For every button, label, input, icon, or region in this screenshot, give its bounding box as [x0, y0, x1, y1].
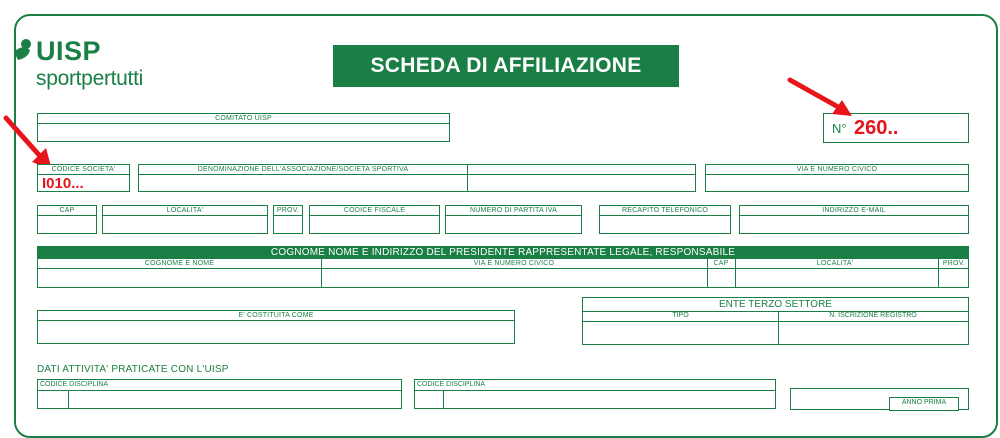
ente-terzo-settore-field[interactable]	[582, 297, 969, 345]
costituita-label: E' COSTITUITA COME	[238, 312, 314, 319]
prov-field[interactable]	[273, 205, 303, 234]
anno-prima-label: ANNO PRIMA	[901, 399, 947, 406]
email-field[interactable]	[739, 205, 969, 234]
codice-fiscale-field[interactable]	[309, 205, 440, 234]
codice-societa-value: I010...	[42, 175, 84, 192]
localita-label: LOCALITA'	[166, 207, 204, 214]
presidente-fields[interactable]	[37, 259, 969, 288]
presidente-cognome-label: COGNOME E NOME	[144, 260, 215, 267]
denominazione-label: DENOMINAZIONE DELL'ASSOCIAZIONE/SOCIETA SPORTIVA	[197, 166, 409, 173]
ente-tipo-label: TIPO	[672, 312, 689, 319]
recapito-label: RECAPITO TELEFONICO	[621, 207, 708, 214]
codice-disciplina-label-1: CODICE DISCIPLINA	[40, 381, 109, 388]
via-label: VIA E NUMERO CIVICO	[796, 166, 878, 173]
attivita-section-label: DATI ATTIVITA' PRATICATE CON L'UISP	[37, 364, 229, 375]
partita-iva-label: NUMERO DI PARTITA IVA	[470, 207, 557, 214]
codice-societa-label: CODICE SOCIETA'	[51, 166, 116, 173]
presidente-via-label: VIA E NUMERO CIVICO	[473, 260, 555, 267]
ente-terzo-header: ENTE TERZO SETTORE	[719, 299, 832, 310]
anno-prima-field[interactable]	[790, 388, 969, 410]
codice-societa-field[interactable]	[37, 164, 130, 192]
codice-fiscale-label: CODICE FISCALE	[343, 207, 406, 214]
partita-iva-field[interactable]	[445, 205, 582, 234]
cap-field[interactable]	[37, 205, 97, 234]
form-title: SCHEDA DI AFFILIAZIONE	[333, 45, 679, 87]
uisp-logo-icon	[8, 34, 38, 64]
costituita-field[interactable]	[37, 310, 515, 344]
comitato-field[interactable]	[37, 113, 450, 142]
denominazione-field[interactable]	[138, 164, 696, 192]
presidente-prov-label: PROV.	[942, 260, 966, 267]
localita-field[interactable]	[102, 205, 268, 234]
presidente-banner: COGNOME NOME E INDIRIZZO DEL PRESIDENTE RAPPRESENTATE LEGALE, RESPONSABILE	[37, 246, 969, 259]
presidente-cap-label: CAP	[713, 260, 729, 267]
cap-label: CAP	[59, 207, 75, 214]
prov-label: PROV.	[276, 207, 300, 214]
recapito-field[interactable]	[599, 205, 731, 234]
numero-prefix: N°	[832, 121, 847, 136]
logo-tagline: sportpertutti	[36, 67, 143, 90]
email-label: INDIRIZZO E-MAIL	[822, 207, 886, 214]
logo-brand: UISP	[36, 36, 102, 66]
comitato-label: COMITATO UISP	[215, 115, 272, 122]
via-field[interactable]	[705, 164, 969, 192]
red-arrow-icon	[782, 74, 862, 124]
ente-iscrizione-label: N. ISCRIZIONE REGISTRO	[829, 312, 917, 319]
presidente-localita-label: LOCALITA'	[816, 260, 854, 267]
codice-disciplina-label-2: CODICE DISCIPLINA	[417, 381, 486, 388]
numero-value: 260..	[854, 117, 899, 139]
